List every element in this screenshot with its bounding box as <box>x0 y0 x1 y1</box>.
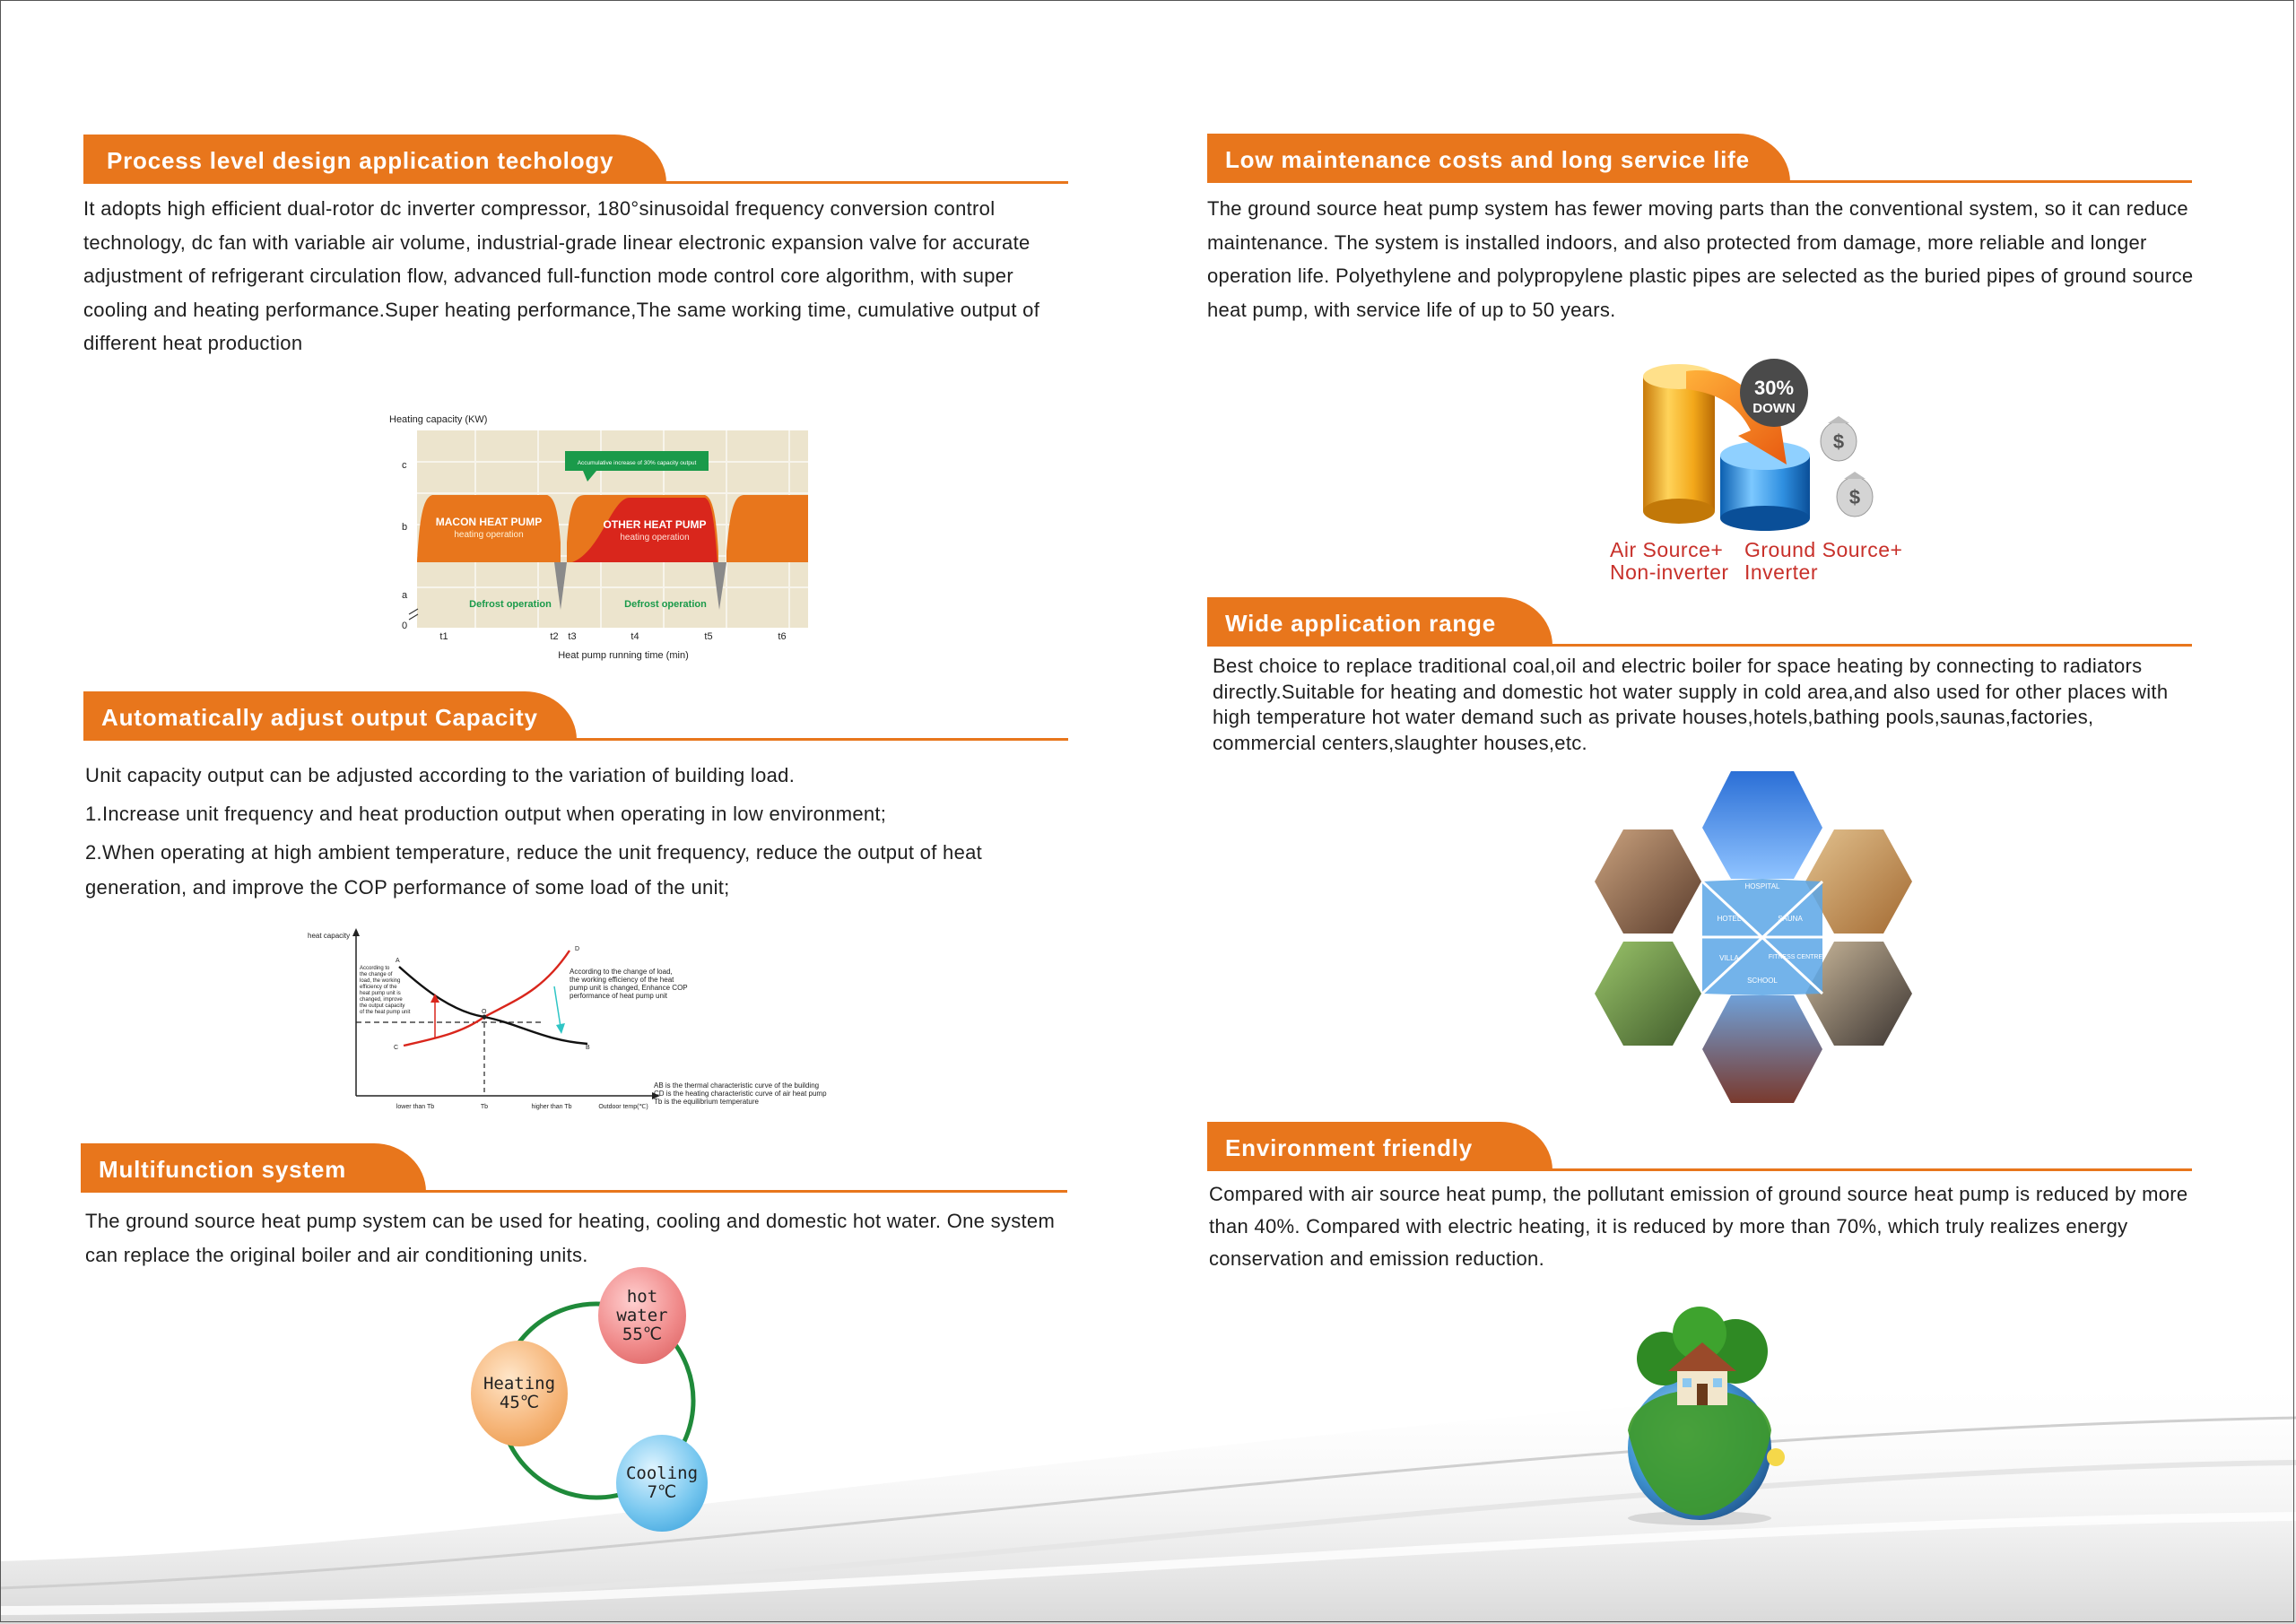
point-o <box>483 1015 487 1020</box>
point-c: C <box>394 1045 399 1051</box>
macon-curve-1 <box>417 495 561 562</box>
green-earth-house-graphic <box>1578 1296 1830 1529</box>
ground-source-line-2: Inverter <box>1744 560 1818 584</box>
heating-bubble <box>471 1341 568 1446</box>
down-arrowhead <box>556 1023 565 1034</box>
hex-label-sauna: SAUNA <box>1778 915 1803 923</box>
dollar-bag-icon <box>1837 472 1873 517</box>
left-note-line: According to <box>360 966 390 971</box>
section-body <box>83 192 1079 360</box>
axis-break <box>409 609 418 620</box>
section-title: Multifunction system <box>81 1143 426 1192</box>
cooling-temp: 7℃ <box>647 1482 677 1502</box>
flowers <box>1767 1448 1785 1466</box>
hex-label-hospital: HOSPITAL <box>1744 882 1780 890</box>
left-note-line: changed, improve <box>360 997 403 1003</box>
section-body <box>85 1204 1090 1272</box>
heating-capacity-chart <box>377 408 825 668</box>
section-rule <box>81 1190 1067 1193</box>
y-tick-0: 0 <box>402 621 408 631</box>
blue-cylinder-base <box>1720 506 1810 531</box>
hex-label-hotel: HOTEL <box>1717 915 1742 923</box>
heat-capacity-curve-chart <box>300 924 857 1116</box>
section-title: Wide application range <box>1207 597 1552 646</box>
ground-source-label <box>1744 539 1902 584</box>
left-note-line: efficiency of the <box>360 985 397 990</box>
macon-title: MACON HEAT PUMP <box>435 516 543 528</box>
section-header-multifunction <box>81 1143 1067 1195</box>
legend-line: AB is the thermal characteristic curve of the building <box>654 1081 820 1090</box>
capacity-line-1: Unit capacity output can be adjusted according to the variation of building load. <box>85 764 796 786</box>
chart-xlabel: Heat pump running time (min) <box>558 650 689 661</box>
background-swoosh <box>0 1337 2296 1624</box>
section-title: Low maintenance costs and long service life <box>1207 134 1790 182</box>
left-note-line: the change of <box>360 972 393 977</box>
x-tick-t2: t2 <box>550 631 559 642</box>
x-tick-t3: t3 <box>568 631 577 642</box>
right-note-line: the working efficiency of the heat <box>570 976 674 984</box>
down-text: DOWN <box>1752 401 1796 416</box>
hex-label-school: SCHOOL <box>1747 977 1778 985</box>
hot-water-bubble <box>598 1267 686 1364</box>
point-o-label: O <box>482 1009 487 1015</box>
section-header-low-maintenance <box>1207 134 2192 186</box>
chart-ylabel: Heating capacity (KW) <box>389 414 488 425</box>
school-photo <box>1702 995 1822 1103</box>
section-rule <box>1207 180 2192 183</box>
macon-sub: heating operation <box>454 530 524 540</box>
right-note-line: According to the change of load, <box>570 968 673 976</box>
dollar-bag-icon <box>1821 416 1857 461</box>
right-note-line: performance of heat pump unit <box>570 992 667 1000</box>
left-note-line: of the heat pump unit <box>360 1010 411 1015</box>
hotel-photo <box>1595 829 1701 934</box>
cooling-label: Cooling <box>625 1463 699 1483</box>
curve-ab <box>399 967 587 1044</box>
left-note <box>360 966 411 1015</box>
x-tick-outdoor: Outdoor temp(℃) <box>598 1104 648 1110</box>
house-door <box>1697 1384 1708 1405</box>
x-tick-t5: t5 <box>704 631 713 642</box>
section-body <box>1207 192 2203 326</box>
application-hexagon-mosaic <box>1587 767 1919 1107</box>
point-a: A <box>396 958 400 964</box>
process-design-text: It adopts high efficient dual-rotor dc inverter compressor, 180°sinusoidal frequency conversion control technology, dc fan with variable air volume, industrial-grade linear electronic expansion valve for accurate adjustment of refrigerant circulation flow, advanced full-function mode control core algorithm, with super cooling and heating performance.Super heating performance,The same working time, cumulative output of different heat production <box>83 197 1040 354</box>
air-source-line-2: Non-inverter <box>1610 560 1729 584</box>
villa-photo <box>1595 942 1701 1046</box>
section-title: Automatically adjust output Capacity <box>83 691 577 740</box>
hot-water-temp: 55℃ <box>622 1324 663 1344</box>
capacity-line-3: 2.When operating at high ambient temperature, reduce the unit frequency, reduce the output of heat generation, and improve the COP performance of some load of the unit; <box>85 841 983 899</box>
section-rule <box>83 738 1068 741</box>
chart2-legend <box>654 1081 827 1106</box>
y-arrow <box>352 928 360 936</box>
low-maintenance-text: The ground source heat pump system has fewer moving parts than the conventional system, so it can reduce maintenance. The system is installed indoors, and also protected from damage, more reliable and longer operation life. Polyethylene and polypropylene plastic pipes are selected as the buried pipes of ground source heat pump, with service life of up to 50 years. <box>1207 197 2194 321</box>
section-header-process-design <box>83 135 1068 187</box>
capacity-line-2: 1.Increase unit frequency and heat production output when operating in low environment; <box>85 803 887 825</box>
section-header-output-capacity <box>83 691 1068 743</box>
section-rule <box>1207 644 2192 647</box>
hex-label-villa: VILLA <box>1719 954 1739 962</box>
house-window <box>1713 1378 1722 1387</box>
y-tick-b: b <box>402 522 408 533</box>
point-b: B <box>586 1045 590 1051</box>
defrost-label-2: Defrost operation <box>624 599 707 610</box>
house-window <box>1683 1378 1692 1387</box>
hot-water-label: hot water <box>616 1286 668 1325</box>
heating-temp: 45℃ <box>499 1393 540 1412</box>
air-source-line-1: Air Source+ <box>1610 538 1724 561</box>
y-tick-c: c <box>402 460 407 471</box>
section-header-environment <box>1207 1122 2192 1174</box>
section-header-wide-application <box>1207 597 2192 649</box>
cooling-bubble <box>616 1435 708 1532</box>
left-note-line: load, the working <box>360 978 401 984</box>
multifunction-text: The ground source heat pump system can be used for heating, cooling and domestic hot water. One system can replace the original boiler and air conditioning units. <box>85 1210 1056 1266</box>
hex-label-fitness: FITNESS CENTRE <box>1768 954 1823 960</box>
other-title: OTHER HEAT PUMP <box>603 518 707 531</box>
defrost-label-1: Defrost operation <box>469 599 552 610</box>
dollar-text: $ <box>1832 430 1845 453</box>
y-tick-a: a <box>402 590 408 601</box>
section-rule <box>1207 1168 2192 1171</box>
environment-text: Compared with air source heat pump, the pollutant emission of ground source heat pump is reduced by more than 40%. Compared with electric heating, it is reduced by more than 70%, which truly realizes energy conservation and emission reduction. <box>1209 1183 2188 1270</box>
section-rule <box>83 181 1068 184</box>
x-tick-t4: t4 <box>631 631 639 642</box>
heating-label: Heating <box>483 1374 556 1394</box>
air-source-label <box>1610 539 1729 584</box>
x-tick-t6: t6 <box>778 631 787 642</box>
hospital-photo <box>1702 771 1822 879</box>
section-title: Process level design application techology <box>83 135 666 183</box>
left-note-line: the output capacity <box>360 1003 405 1009</box>
x-tick-tb: Tb <box>480 1104 489 1110</box>
left-note-line: heat pump unit is <box>360 991 401 996</box>
section-body <box>85 758 1072 905</box>
gold-cylinder <box>1643 377 1715 511</box>
percent-text: 30% <box>1753 377 1795 399</box>
legend-line: CD is the heating characteristic curve of air heat pump <box>654 1090 827 1098</box>
section-body <box>1213 654 2190 756</box>
x-tick-t1: t1 <box>439 631 448 642</box>
other-sub: heating operation <box>620 533 690 543</box>
down-arrow <box>554 986 561 1027</box>
ground-source-line-1: Ground Source+ <box>1744 538 1903 561</box>
section-body <box>1209 1178 2218 1275</box>
macon-curve-3 <box>726 495 808 562</box>
x-tick-lower: lower than Tb <box>396 1104 435 1110</box>
legend-line: Tb is the equilibrium temperature <box>654 1098 759 1106</box>
section-title: Environment friendly <box>1207 1122 1552 1170</box>
right-note <box>570 968 688 1000</box>
gold-cylinder-base <box>1643 499 1715 524</box>
callout-text: Accumulative increase of 30% capacity output <box>577 460 697 466</box>
cost-comparison-graphic <box>1632 350 1910 538</box>
dollar-text: $ <box>1848 486 1861 508</box>
point-d: D <box>575 946 580 952</box>
wide-application-text: Best choice to replace traditional coal,oil and electric boiler for space heating by connecting to radiators directly.Suitable for heating and domestic hot water supply in cold area,and also used for other places with high temperature hot water demand such as private houses,hotels,bathing pools,saunas,factories, commercial centers,slaughter houses,etc. <box>1213 655 2169 754</box>
x-tick-higher: higher than Tb <box>531 1104 572 1110</box>
right-note-line: pump unit is changed, Enhance COP <box>570 984 688 992</box>
curve-cd <box>404 951 570 1046</box>
chart2-ylabel: heat capacity <box>308 932 351 940</box>
